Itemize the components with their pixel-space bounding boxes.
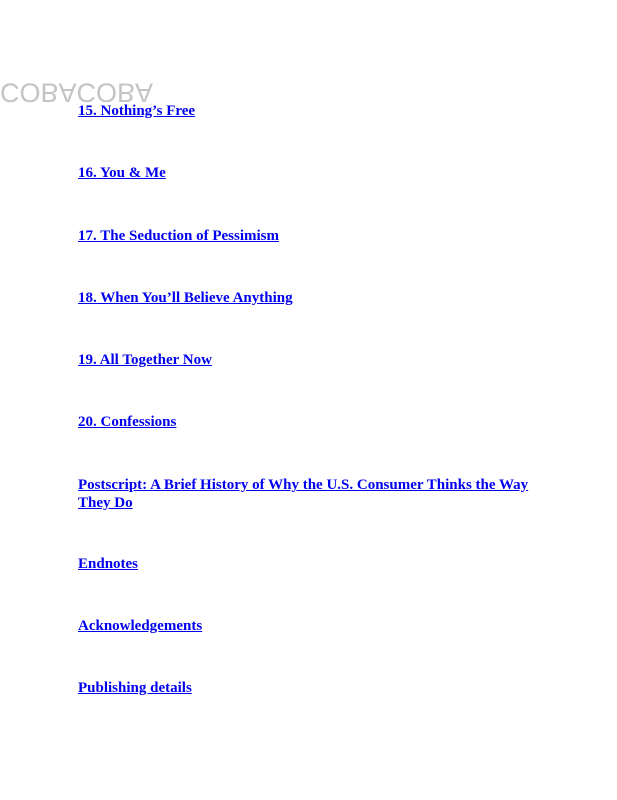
toc-link-postscript[interactable]: Postscript: A Brief History of Why the U.S. Consumer Thinks the Way They Do bbox=[78, 476, 529, 511]
toc-item bbox=[78, 351, 548, 413]
table-of-contents bbox=[78, 102, 548, 742]
toc-item bbox=[78, 102, 548, 164]
toc-item bbox=[78, 227, 548, 289]
toc-item bbox=[78, 555, 548, 617]
toc-item bbox=[78, 413, 548, 475]
toc-item bbox=[78, 679, 548, 741]
toc-link-chapter-17[interactable]: 17. The Seduction of Pessimism bbox=[78, 227, 279, 244]
toc-item bbox=[78, 164, 548, 226]
watermark-text: COBACOBA bbox=[0, 77, 154, 108]
toc-item bbox=[78, 476, 548, 555]
toc-link-chapter-16[interactable]: 16. You & Me bbox=[78, 165, 166, 182]
toc-link-chapter-20[interactable]: 20. Confessions bbox=[78, 414, 177, 431]
toc-link-acknowledgements[interactable]: Acknowledgements bbox=[78, 618, 203, 635]
toc-link-publishing-details[interactable]: Publishing details bbox=[78, 680, 192, 697]
toc-link-endnotes[interactable]: Endnotes bbox=[78, 555, 139, 572]
toc-link-chapter-15[interactable]: 15. Nothing’s Free bbox=[78, 103, 196, 119]
watermark-logo bbox=[0, 76, 154, 108]
toc-item bbox=[78, 617, 548, 679]
toc-item bbox=[78, 289, 548, 351]
toc-link-chapter-18[interactable]: 18. When You’ll Believe Anything bbox=[78, 289, 293, 306]
toc-link-chapter-19[interactable]: 19. All Together Now bbox=[78, 352, 212, 369]
